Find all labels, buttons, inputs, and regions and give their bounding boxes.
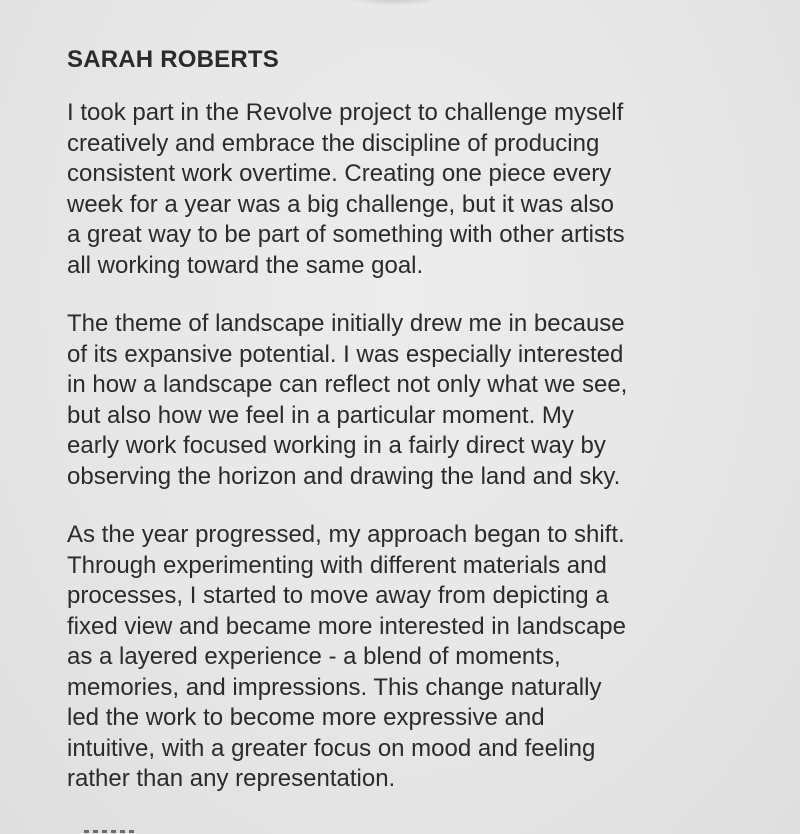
text-line: observing the horizon and drawing the land and sky. (67, 462, 621, 490)
text-line: Through experimenting with different materials and (67, 551, 607, 579)
text-line: I took part in the Revolve project to challenge myself (67, 99, 624, 126)
wall-text-panel (67, 45, 787, 823)
text-line: in how a landscape can reflect not only what we see, (67, 371, 628, 398)
text-line: a great way to be part of something with other artists (67, 221, 625, 248)
text-line: The theme of landscape initially drew me in because (67, 310, 625, 337)
cropped-next-line (84, 828, 136, 834)
text-line: intuitive, with a greater focus on mood and feeling (67, 734, 596, 762)
text-line: as a layered experience - a blend of moments, (67, 643, 561, 670)
paragraph-3 (67, 520, 787, 795)
text-line: consistent work overtime. Creating one piece every (67, 160, 612, 187)
text-line: early work focused working in a fairly direct way by (67, 432, 606, 459)
paragraph-2 (67, 309, 787, 492)
text-line: processes, I started to move away from depicting a (67, 582, 609, 609)
text-line: week for a year was a big challenge, but it was also (67, 190, 614, 218)
text-line: led the work to become more expressive and (67, 704, 545, 731)
artist-name: SARAH ROBERTS (67, 46, 279, 73)
text-line: As the year progressed, my approach began to shift. (67, 521, 625, 548)
text-line: memories, and impressions. This change naturally (67, 673, 602, 701)
text-line: of its expansive potential. I was especially interested (67, 340, 624, 368)
text-line: fixed view and became more interested in landscape (67, 612, 626, 640)
mount-shadow (345, 0, 445, 6)
text-line: creatively and embrace the discipline of producing (67, 129, 600, 157)
text-line: rather than any representation. (67, 765, 396, 792)
paragraph-1 (67, 98, 787, 281)
text-line: but also how we feel in a particular moment. My (67, 401, 574, 429)
text-line: all working toward the same goal. (67, 251, 424, 279)
